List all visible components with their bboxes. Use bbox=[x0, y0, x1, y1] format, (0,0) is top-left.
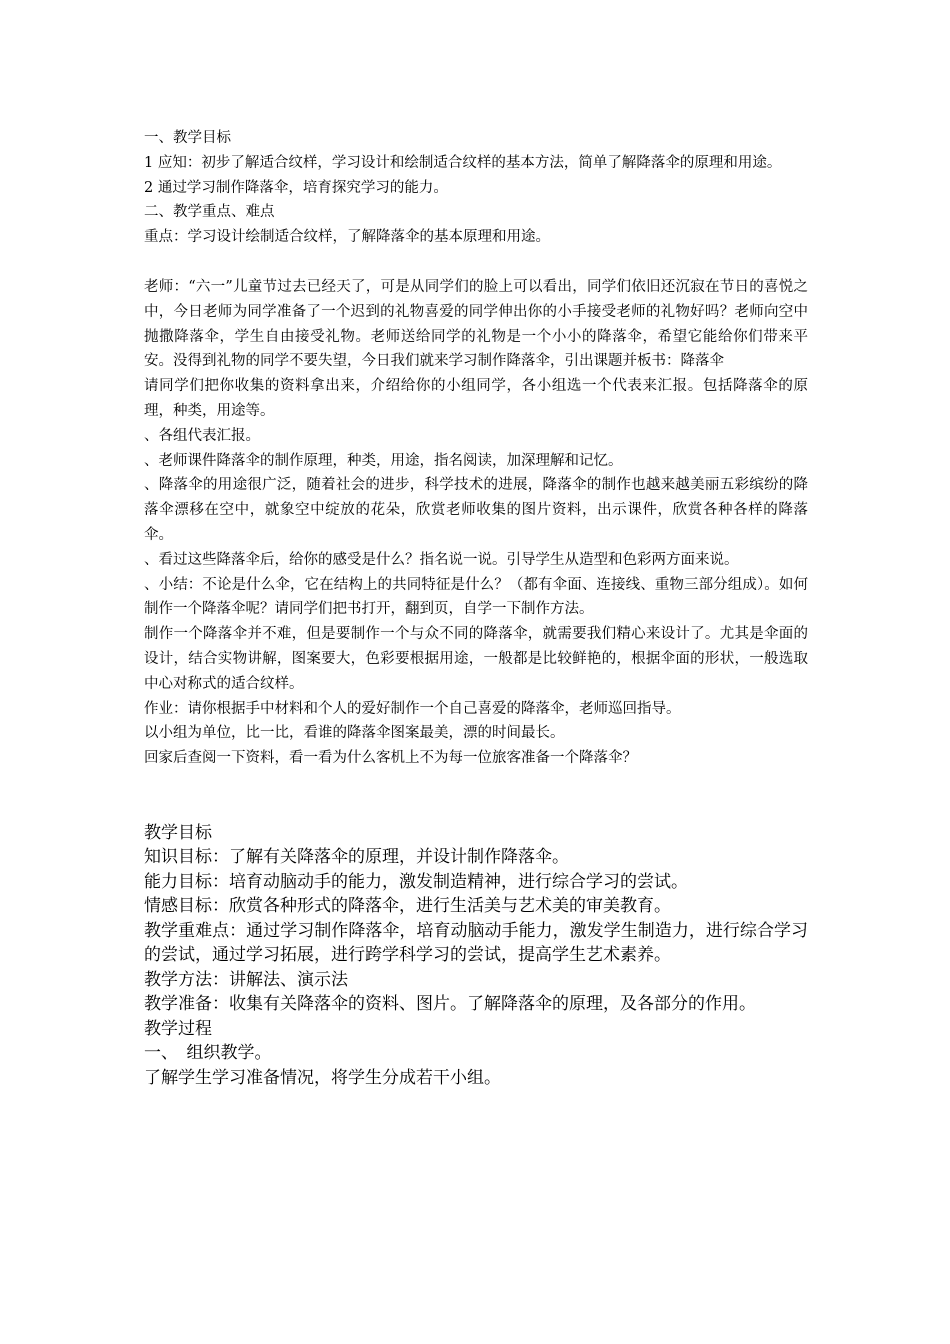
paragraph-homework: 作业：请你根据手中材料和个人的爱好制作一个自己喜爱的降落伞，老师巡回指导。 bbox=[144, 700, 681, 717]
paragraph-courseware: 、老师课件降落伞的制作原理，种类，用途，指名阅读，加深理解和记忆。 bbox=[144, 452, 623, 469]
lesson-plan-part-one bbox=[144, 126, 808, 771]
paragraph-gap bbox=[144, 250, 808, 275]
heading-teaching-process-2: 教学过程 bbox=[144, 1018, 212, 1039]
lesson-plan-part-two bbox=[144, 821, 808, 1091]
step-organize-teaching-2: 一、 组织教学。 bbox=[144, 1043, 272, 1064]
teaching-methods-2: 教学方法：讲解法、演示法 bbox=[144, 969, 348, 990]
teaching-preparation-2: 教学准备：收集有关降落伞的资料、图片。了解降落伞的原理，及各部分的作用。 bbox=[144, 994, 756, 1015]
key-point-text: 重点：学习设计绘制适合纹样，了解降落伞的基本原理和用途。 bbox=[144, 229, 550, 246]
heading-teaching-goals-2: 教学目标 bbox=[144, 822, 212, 843]
paragraph-group-report: 、各组代表汇报。 bbox=[144, 427, 260, 444]
goal-knowledge: 1 应知：初步了解适合纹样，学习设计和绘制适合纹样的基本方法，简单了解降落伞的原理和用途。 bbox=[144, 154, 782, 171]
goal-knowledge-2: 知识目标：了解有关降落伞的原理，并设计制作降落伞。 bbox=[144, 847, 569, 868]
key-difficult-points-2: 教学重难点：通过学习制作降落伞，培育动脑动手能力，激发学生制造力，进行综合学习的尝试，通过学习拓展，进行跨学科学习的尝试，提高学生艺术素养。 bbox=[144, 920, 808, 966]
paragraph-research: 回家后查阅一下资料，看一看为什么客机上不为每一位旅客准备一个降落伞？ bbox=[144, 750, 637, 767]
paragraph-teacher-intro: 老师：“六一”儿童节过去已经天了，可是从同学们的脸上可以看出，同学们依旧还沉寂在节日的喜悦之中，今日老师为同学准备了一个迟到的礼物喜爱的同学伸出你的小手接受老师的礼物好吗？老师向空中抛撒降落伞，学生自由接受礼物。老师送给同学的礼物是一个小小的降落伞，希望它能给你们带来平安。没得到礼物的同学不要失望，今日我们就来学习制作降落伞，引出课题并板书：降落伞 bbox=[144, 278, 808, 370]
paragraph-student-materials: 请同学们把你收集的资料拿出来，介绍给你的小组同学，各小组选一个代表来汇报。包括降落伞的原理，种类，用途等。 bbox=[144, 378, 808, 419]
paragraph-summary: 、小结：不论是什么伞，它在结构上的共同特征是什么？（都有伞面、连接线、重物三部分组成）。如何制作一个降落伞呢？请同学们把书打开，翻到页，自学一下制作方法。 bbox=[144, 576, 808, 618]
paragraph-feelings: 、看过这些降落伞后，给你的感受是什么？指名说一说。引导学生从造型和色彩两方面来说。 bbox=[144, 551, 739, 568]
document-page bbox=[144, 126, 808, 1090]
step-organize-detail-2: 了解学生学习准备情况，将学生分成若干小组。 bbox=[144, 1067, 501, 1088]
heading-key-points: 二、教学重点、难点 bbox=[144, 204, 275, 221]
goal-emotion-2: 情感目标：欣赏各种形式的降落伞，进行生活美与艺术美的审美教育。 bbox=[144, 896, 671, 917]
paragraph-competition: 以小组为单位，比一比，看谁的降落伞图案最美，漂的时间最长。 bbox=[144, 725, 565, 742]
paragraph-design: 制作一个降落伞并不难，但是要制作一个与众不同的降落伞，就需要我们精心来设计了。尤其是伞面的设计，结合实物讲解，图案要大，色彩要根据用途，一般都是比较鲜艳的，根据伞面的形状，一般选取中心对称式的适合纹样。 bbox=[144, 626, 808, 692]
paragraph-uses: 、降落伞的用途很广泛，随着社会的进步，科学技术的进展，降落伞的制作也越来越美丽五彩缤纷的降落伞漂移在空中，就象空中绽放的花朵，欣赏老师收集的图片资料，出示课件，欣赏各种各样的降落伞。 bbox=[144, 477, 808, 543]
heading-teaching-goals: 一、教学目标 bbox=[144, 130, 231, 146]
section-gap bbox=[144, 771, 808, 821]
goal-ability: 2 通过学习制作降落伞，培育探究学习的能力。 bbox=[144, 179, 448, 196]
goal-ability-2: 能力目标：培育动脑动手的能力，激发制造精神，进行综合学习的尝试。 bbox=[144, 871, 688, 892]
